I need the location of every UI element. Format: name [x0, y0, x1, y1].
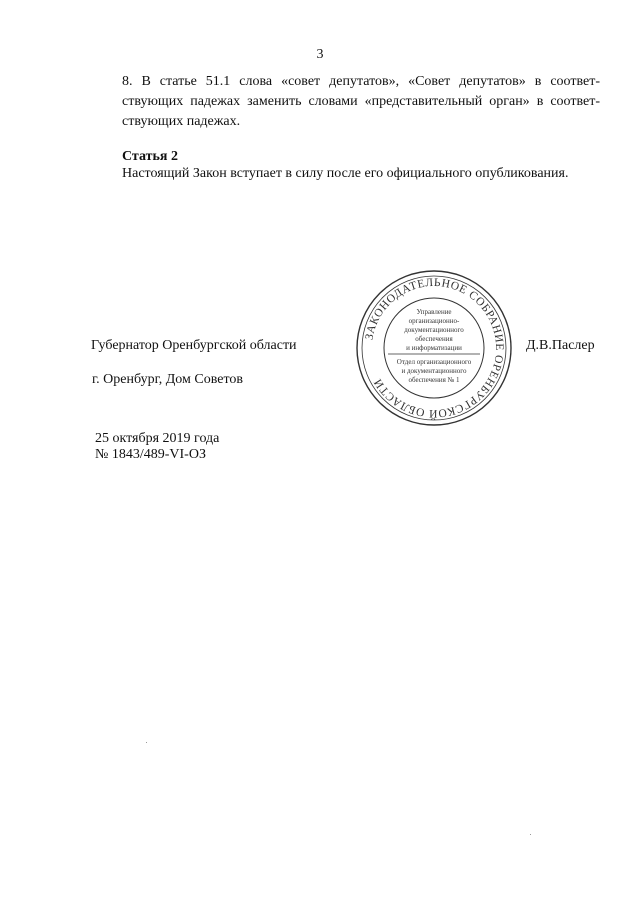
official-seal [354, 268, 514, 428]
law-number: № 1843/489-VI-ОЗ [95, 447, 206, 462]
svg-text:документационного: документационного [404, 326, 464, 334]
page-number: 3 [316, 47, 324, 62]
seal-inner-text [388, 308, 480, 384]
paragraph-8-text: 8. В статье 51.1 слова «совет депутатов», «Совет депутатов» в соответствующих падежах заменить словами «представительный орган» в соответствующих падежах. [122, 74, 600, 129]
paragraph-8 [122, 72, 600, 132]
scan-speck [146, 742, 147, 743]
svg-text:Отдел организационного: Отдел организационного [396, 358, 472, 366]
svg-text:Управление: Управление [416, 308, 452, 316]
svg-text:и информатизации: и информатизации [406, 344, 462, 352]
svg-text:организационно-: организационно- [408, 317, 460, 325]
svg-text:обеспечения № 1: обеспечения № 1 [408, 376, 460, 384]
signing-date: 25 октября 2019 года [95, 431, 220, 446]
article-2-text: Настоящий Закон вступает в силу после его официального опубликования. [122, 166, 569, 181]
scan-speck [530, 834, 531, 835]
seal-ring-text: ЗАКОНОДАТЕЛЬНОЕ СОБРАНИЕ ОРЕНБУРГСКОЙ ОБЛАСТИ [363, 276, 506, 420]
signatory-position: Губернатор Оренбургской области [91, 338, 297, 353]
svg-text:обеспечения: обеспечения [415, 335, 453, 343]
article-2-title: Статья 2 [122, 149, 178, 164]
signing-place: г. Оренбург, Дом Советов [92, 372, 243, 387]
signatory-name: Д.В.Паслер [526, 338, 595, 353]
svg-text:и документационного: и документационного [401, 367, 467, 375]
